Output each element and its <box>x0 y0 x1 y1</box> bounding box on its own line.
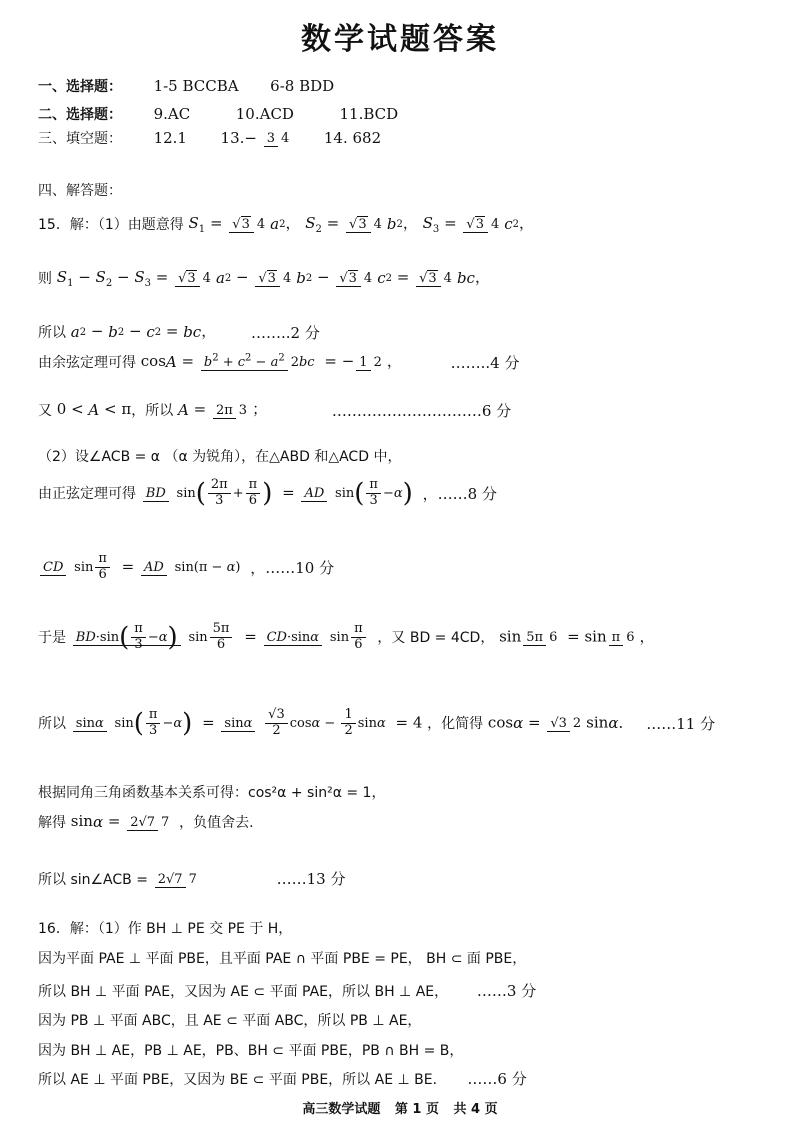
score-3: ……3 分 <box>476 982 537 1000</box>
q15-yushi-text: 于是 <box>38 630 66 647</box>
q16-line-6 <box>38 1068 527 1089</box>
footer-total: 共 4 页 <box>453 1102 498 1117</box>
q15-therefore: 于是 BD·sin( $\frac{\pi}{3}$ −α) sin $\frac{5\pi}{6}$ = CD·sinα sin $\frac{\pi}{6}$ ，又 BD = 4CD， sin 5π 6 = sin π 6 ， <box>38 621 655 653</box>
score-6b: ……6 分 <box>467 1070 527 1088</box>
q15-intro: 15．解：（1）由题意得 $S_1 = √3$ 4 a2， $S_2 = √3$ 4 b2， $S_3 = √3$ 4 c2， <box>38 213 535 235</box>
section-fill <box>38 128 381 148</box>
q16-text-2: 因为平面 PAE ⊥ 平面 PBE，且平面 PAE ∩ 平面 PBE = PE， BH ⊂ 面 PBE， <box>38 951 527 967</box>
section-choice-1 <box>38 76 334 96</box>
q15-simplify: 所以 sinα sin( $\frac{\pi}{3}$ −α) = sinα $\frac{√3}{2}$ cosα − $\frac{1}{2}$ sinα = 4 ，化简得 cosα = √3 2 sinα． ……11 分 <box>38 707 716 739</box>
answer-14: 14. 682 <box>323 129 382 147</box>
q15-cosine: 由余弦定理可得 $\cos A = b^2 + c^2 - a^2$ 2bc = − 1 2 ， ……..4 分 <box>38 352 520 372</box>
q16-text-5: 因为 BH ⊥ AE，PB ⊥ AE，PB、BH ⊂ 平面 PBE，PB ∩ BH = B， <box>38 1043 464 1059</box>
answer-12: 12.1 <box>153 129 187 147</box>
q15-relation-text: 根据同角三角函数基本关系可得：cos²α + sin²α = 1， <box>38 785 386 801</box>
answer-13-fraction: 3 4 <box>264 129 293 147</box>
answer-1-5: 1-5 BCCBA <box>153 77 239 95</box>
score-13: ……13 分 <box>276 870 346 888</box>
q15-part2-text: （2）设∠ACB = α （α 为锐角），在△ABD 和△ACD 中， <box>38 449 402 465</box>
q15-range: 又 0 < A < π，所以 A = 2π 3 ； …………………………6 分 <box>38 400 512 420</box>
q16-line-1 <box>38 918 292 938</box>
q15-relation <box>38 782 385 802</box>
q15-final: 所以 sin∠ACB = 2√7 7 ……13 分 <box>38 870 346 888</box>
q15-simplify-text: ，化简得 <box>427 716 484 733</box>
q15-suoyi-text: 所以 <box>38 716 66 733</box>
q15-sine-rule: 由正弦定理可得 BD sin( $\frac{2\pi}{3}$ + $\frac{\pi}{6}$ ) = AD sin( $\frac{\pi}{3}$ −α) ，……8 分 <box>38 477 497 509</box>
q16-text-1: 16．解：（1）作 BH ⊥ PE 交 PE 于 H， <box>38 921 293 937</box>
q16-text-4: 因为 PB ⊥ 平面 ABC，且 AE ⊂ 平面 ABC，所以 PB ⊥ AE， <box>38 1013 422 1029</box>
q15-so-text: 所以 <box>38 325 66 341</box>
q15-cd-ratio: CD sin $\frac{\pi}{6}$ = AD sin(π − α) ，……10 分 <box>38 552 334 583</box>
section-label: 二、选择题： <box>38 107 122 123</box>
q16-line-2 <box>38 948 526 968</box>
q16-text-6: 所以 AE ⊥ 平面 PBE，又因为 BE ⊂ 平面 PBE，所以 AE ⊥ BE． <box>38 1071 447 1088</box>
score-11: ……11 分 <box>646 714 716 733</box>
score-2: ……..2 分 <box>251 323 320 342</box>
section-label: 四、解答题： <box>38 183 122 199</box>
score-4: ……..4 分 <box>450 353 520 372</box>
answer-11: 11.BCD <box>339 105 399 123</box>
q15-cosine-text: 由余弦定理可得 <box>38 355 136 371</box>
answer-6-8: 6-8 BDD <box>270 77 335 95</box>
q16-line-5 <box>38 1040 463 1060</box>
answer-13-prefix: 13.− <box>220 129 257 147</box>
q15-also-text: ，又 BD = 4CD， <box>377 630 495 647</box>
q15-intro-text: 15．解：（1）由题意得 <box>38 217 184 233</box>
q15-sine-text: 由正弦定理可得 <box>38 486 136 503</box>
section-label: 三、填空题： <box>38 131 122 147</box>
section-choice-2 <box>38 104 398 124</box>
q15-so: 所以 a2 − b2 − c2 = bc， ……..2 分 <box>38 322 320 342</box>
score-6: …………………………6 分 <box>331 401 512 420</box>
q15-range-mid: ，所以 <box>131 403 174 419</box>
section-label: 一、选择题： <box>38 79 122 95</box>
q16-text-3: 所以 BH ⊥ 平面 PAE，又因为 AE ⊂ 平面 PAE，所以 BH ⊥ AE， <box>38 983 449 1000</box>
q15-solve: 解得 sinα = 2√7 7 ，负值舍去. <box>38 812 254 831</box>
q15-discard-text: ，负值舍去. <box>179 815 254 831</box>
q16-line-4 <box>38 1010 421 1030</box>
q15-then-text: 则 <box>38 271 52 287</box>
section-solve <box>38 180 122 200</box>
page-footer <box>0 1098 800 1117</box>
score-8: ，……8 分 <box>422 484 497 503</box>
q15-solve-text: 解得 <box>38 815 66 831</box>
footer-page: 第 1 页 <box>394 1102 439 1117</box>
score-10: ，……10 分 <box>250 558 335 577</box>
answer-10: 10.ACD <box>235 105 294 123</box>
q15-final-text: 所以 sin∠ACB = <box>38 871 148 888</box>
page-title: 数学试题答案 <box>301 22 499 57</box>
answer-9: 9.AC <box>153 105 191 123</box>
q15-range-text: 又 <box>38 403 52 419</box>
q15-part2 <box>38 446 401 466</box>
q16-line-3 <box>38 980 536 1001</box>
footer-exam: 高三数学试题 <box>302 1102 381 1117</box>
q15-then: 则 $S_1 - S_2 - S_3 = √3$ 4 a2 − √3 4 b2 − √3 4 c2 = √3 4 bc， <box>38 267 490 289</box>
